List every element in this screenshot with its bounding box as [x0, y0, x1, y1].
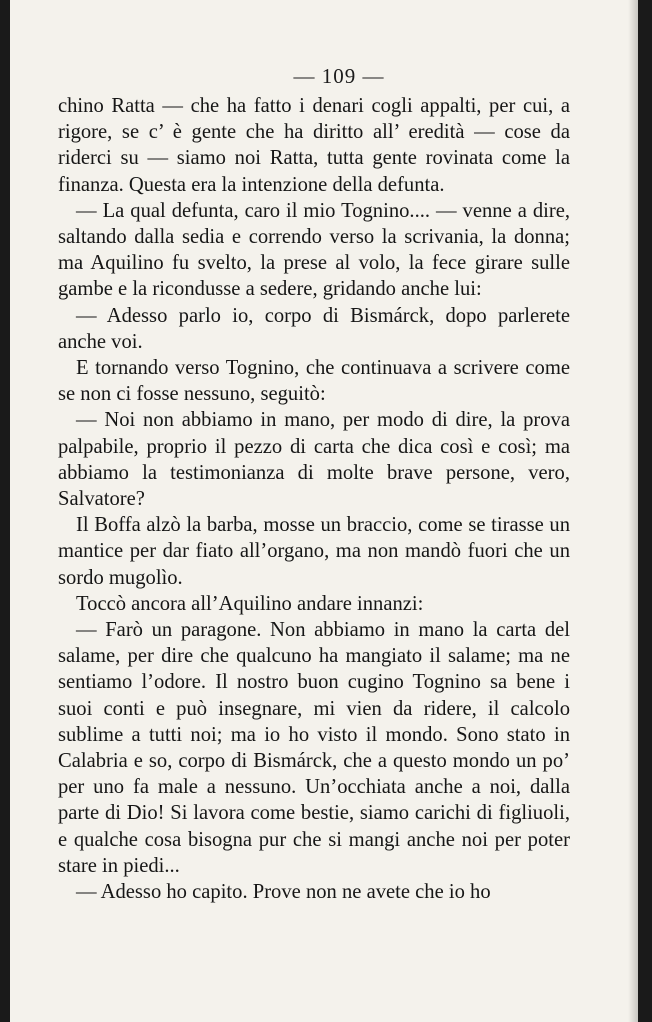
paragraph: — Adesso parlo io, corpo di Bismárck, dopo parlerete anche voi.: [58, 304, 570, 353]
paragraph: — Adesso ho capito. Prove non ne avete che io ho: [76, 881, 491, 904]
paragraph: — Noi non abbiamo in mano, per modo di dire, la prova palpabile, proprio il pezzo di carta che dica così e così; ma abbiamo la testimonianza di molte brave persone, vero, Salvatore?: [58, 409, 570, 511]
paragraph: — La qual defunta, caro il mio Tognino.... — venne a dire, saltando dalla sedia e correndo verso la scrivania, la donna; ma Aquilino fu svelto, la prese al volo, la fece girare sulle gambe e la ricondusse a sedere, gridando anche lui:: [58, 199, 570, 301]
paragraph: E tornando verso Tognino, che continuava a scrivere come se non ci fosse nessuno, seguitò:: [58, 357, 570, 406]
page-number: — 109 —: [293, 64, 385, 88]
paragraph: chino Ratta — che ha fatto i denari cogli appalti, per cui, a rigore, se c’ è gente che ha diritto all’ eredità — cose da riderci su — siamo noi Ratta, tutta gente rovinata come la finanza. Questa era la intenzione della defunta.: [58, 95, 570, 196]
paragraph: Toccò ancora all’Aquilino andare innanzi:: [76, 592, 424, 615]
book-page: [10, 0, 638, 1022]
paragraph: — Farò un paragone. Non abbiamo in mano la carta del salame, per dire che qualcuno ha mangiato il salame; ma ne sentiamo l’odore. Il nostro buon cugino Tognino sa bene i suoi conti e può insegnare, mi vien da ridere, il calcolo sublime a tutti noi; ma io ho visto il mondo. Sono stato in Calabria e so, corpo di Bismárck, che a questo mondo un po’ per uno fa male a nessuno. Un’occhiata anche a noi, dalla parte di Dio! Si lavora come bestie, siamo carichi di figliuoli, e qualche cosa bisogna pur che si mangi anche noi per poter stare in piedi...: [58, 619, 570, 877]
paragraph: Il Boffa alzò la barba, mosse un braccio, come se tirasse un mantice per dar fiato all’organo, ma non mandò fuori che un sordo mugolìo.: [58, 514, 570, 589]
page-text: [58, 93, 570, 905]
